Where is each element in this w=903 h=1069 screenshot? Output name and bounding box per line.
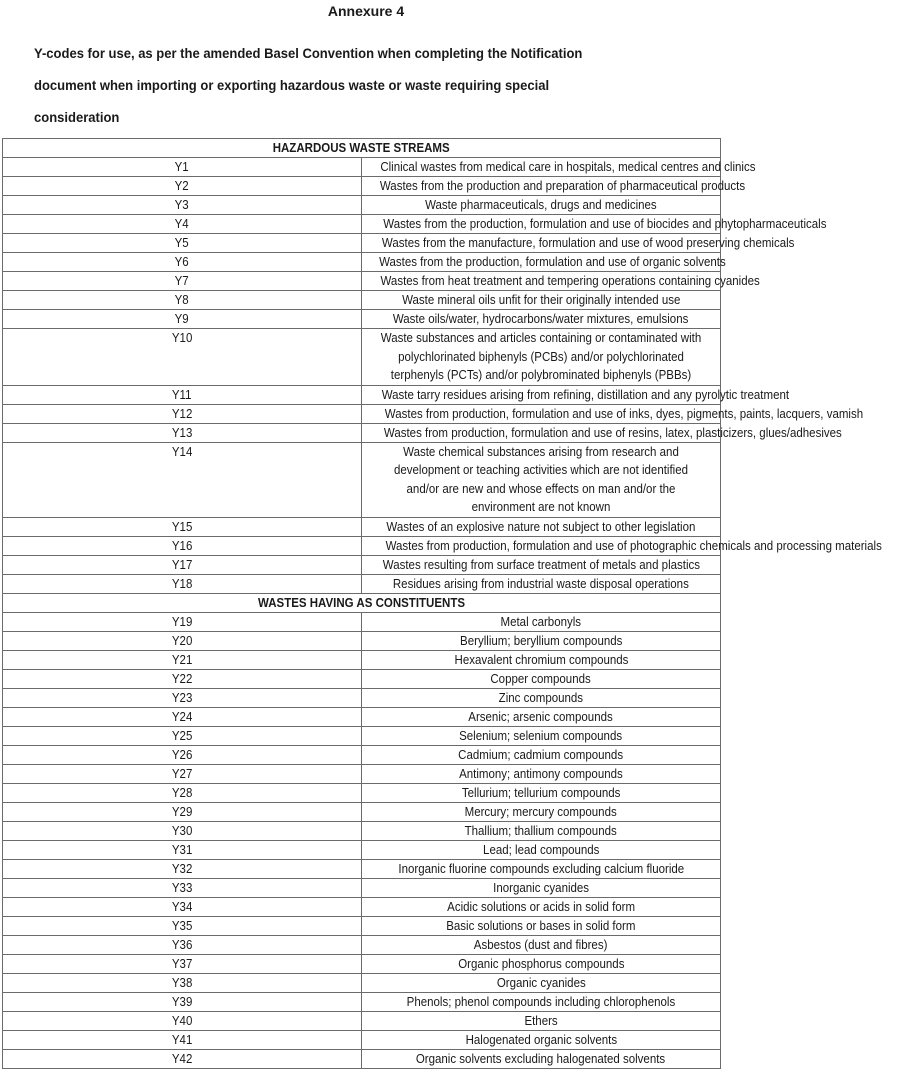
- table-row: [3, 726, 721, 745]
- waste-description-cell: [362, 442, 721, 517]
- y-code-cell: [3, 158, 362, 177]
- y-code-cell: [3, 688, 362, 707]
- waste-description: Clinical wastes from medical care in hospitals, medical centres and clinics: [380, 160, 756, 174]
- y-code: Y25: [171, 728, 193, 743]
- y-code-cell: [3, 536, 362, 555]
- waste-description: Wastes from the production, formulation and use of biocides and phytopharmaceuticals: [383, 217, 827, 231]
- y-code-cell: [3, 631, 362, 650]
- waste-description-cell: [362, 726, 721, 745]
- table-row: [3, 177, 721, 196]
- waste-description: Lead; lead compounds: [482, 842, 600, 857]
- section-heading-text: HAZARDOUS WASTE STREAMS: [273, 141, 450, 155]
- waste-description: Wastes from the manufacture, formulation and use of wood preserving chemicals: [381, 236, 795, 250]
- waste-description: Acidic solutions or acids in solid form: [447, 899, 635, 914]
- y-code: Y4: [174, 217, 190, 231]
- y-code-cell: [3, 442, 362, 517]
- waste-description-cell: [362, 404, 864, 423]
- y-code-cell: [3, 897, 362, 916]
- table-row: [3, 196, 721, 215]
- waste-description-cell: [362, 423, 842, 442]
- waste-description-cell: [362, 329, 721, 386]
- waste-description-cell: [362, 158, 756, 177]
- waste-description-cell: [362, 650, 721, 669]
- waste-description: Wastes of an explosive nature not subject to other legislation: [386, 519, 696, 534]
- table-row: [3, 1049, 721, 1068]
- waste-description-cell: [362, 973, 721, 992]
- y-code: Y24: [171, 709, 193, 724]
- waste-description: Thallium; thallium compounds: [464, 823, 618, 838]
- table-row: [3, 992, 721, 1011]
- waste-description: Cadmium; cadmium compounds: [458, 747, 624, 762]
- y-code-cell: [3, 385, 362, 404]
- table-row: [3, 536, 721, 555]
- y-code: Y30: [171, 823, 193, 838]
- table-row: [3, 631, 721, 650]
- waste-description: Metal carbonyls: [500, 614, 582, 629]
- y-code: Y18: [171, 576, 193, 591]
- table-row: [3, 1011, 721, 1030]
- waste-description: Wastes resulting from surface treatment of metals and plastics: [382, 557, 700, 572]
- waste-description: Phenols; phenol compounds including chlorophenols: [406, 994, 676, 1009]
- table-row: [3, 821, 721, 840]
- waste-description: Waste pharmaceuticals, drugs and medicines: [425, 198, 657, 212]
- y-code-cell: [3, 650, 362, 669]
- waste-description: Wastes from the production and preparation of pharmaceutical products: [379, 179, 746, 193]
- table-row: [3, 688, 721, 707]
- table-row: [3, 158, 721, 177]
- y-code-cell: [3, 764, 362, 783]
- waste-description: Wastes from production, formulation and use of resins, latex, plasticizers, glues/adhesives: [383, 425, 842, 440]
- y-code-cell: [3, 992, 362, 1011]
- table-row: [3, 310, 721, 329]
- y-code: Y32: [171, 861, 193, 876]
- y-code: Y41: [171, 1032, 193, 1047]
- y-code: Y17: [171, 557, 193, 572]
- table-row: [3, 650, 721, 669]
- table-row: [3, 954, 721, 973]
- y-code: Y20: [171, 633, 193, 648]
- waste-description: Arsenic; arsenic compounds: [468, 709, 614, 724]
- section-header-row: [3, 593, 721, 612]
- y-code: Y8: [174, 293, 190, 307]
- y-code: Y14: [171, 444, 193, 459]
- waste-description: Organic solvents excluding halogenated solvents: [416, 1051, 666, 1066]
- waste-description: Inorganic cyanides: [493, 880, 589, 895]
- waste-description-cell: [362, 897, 721, 916]
- table-row: [3, 291, 721, 310]
- y-code: Y34: [171, 899, 193, 914]
- waste-description-cell: [362, 802, 721, 821]
- y-code: Y12: [171, 406, 193, 421]
- table-row: [3, 1030, 721, 1049]
- y-code-cell: [3, 404, 362, 423]
- waste-description: Waste chemical substances arising from research and development or teaching activities which are not identified and/or are new and whose effects on man and/or the environment are not known: [393, 444, 689, 514]
- waste-description-cell: [362, 631, 721, 650]
- intro-line: consideration: [34, 109, 120, 125]
- table-row: [3, 669, 721, 688]
- waste-description-cell: [362, 291, 721, 310]
- waste-description-cell: [362, 707, 721, 726]
- waste-description-cell: [362, 878, 721, 897]
- y-code-cell: [3, 196, 362, 215]
- waste-description-cell: [362, 840, 721, 859]
- waste-description-cell: [362, 821, 721, 840]
- waste-description-cell: [362, 272, 760, 291]
- table-row: [3, 517, 721, 536]
- annexure-title: Annexure 4: [327, 3, 405, 19]
- section-heading-text: WASTES HAVING AS CONSTITUENTS: [257, 595, 465, 610]
- waste-description: Antimony; antimony compounds: [459, 766, 623, 781]
- table-row: [3, 897, 721, 916]
- y-code: Y21: [171, 652, 193, 667]
- y-code: Y36: [171, 937, 193, 952]
- waste-description-cell: [362, 935, 721, 954]
- y-code: Y23: [171, 690, 193, 705]
- table-row: [3, 612, 721, 631]
- table-row: [3, 385, 721, 404]
- waste-description: Organic phosphorus compounds: [457, 956, 625, 971]
- y-code-cell: [3, 745, 362, 764]
- waste-description: Wastes from heat treatment and tempering operations containing cyanides: [380, 274, 760, 288]
- waste-description-cell: [362, 517, 721, 536]
- waste-description-cell: [362, 745, 721, 764]
- table-row: [3, 253, 721, 272]
- waste-description: Residues arising from industrial waste disposal operations: [393, 576, 689, 591]
- intro-line: Y-codes for use, as per the amended Basel Convention when completing the Notification: [34, 45, 583, 61]
- y-code-cell: [3, 669, 362, 688]
- y-code: Y13: [171, 425, 193, 440]
- table-row: [3, 423, 721, 442]
- y-code: Y11: [172, 387, 192, 402]
- table-row: [3, 878, 721, 897]
- table-row: [3, 574, 721, 593]
- waste-description: Halogenated organic solvents: [465, 1032, 617, 1047]
- y-code-cell: [3, 1011, 362, 1030]
- y-code-cell: [3, 177, 362, 196]
- waste-description-cell: [362, 688, 721, 707]
- table-row: [3, 555, 721, 574]
- waste-description-cell: [362, 215, 827, 234]
- y-code: Y31: [171, 842, 193, 857]
- waste-description-cell: [362, 992, 721, 1011]
- y-code: Y40: [171, 1013, 193, 1028]
- y-code: Y28: [171, 785, 193, 800]
- waste-description: Selenium; selenium compounds: [459, 728, 623, 743]
- y-codes-table: [2, 138, 882, 1069]
- y-code-cell: [3, 310, 362, 329]
- y-code: Y15: [171, 519, 193, 534]
- y-code-cell: [3, 726, 362, 745]
- waste-description-cell: [362, 536, 882, 555]
- table-row: [3, 783, 721, 802]
- waste-description: Beryllium; beryllium compounds: [459, 633, 623, 648]
- y-code-cell: [3, 935, 362, 954]
- y-code-cell: [3, 215, 362, 234]
- y-code-cell: [3, 272, 362, 291]
- y-code-cell: [3, 783, 362, 802]
- y-code: Y9: [174, 312, 190, 326]
- y-code-cell: [3, 517, 362, 536]
- section-heading: [3, 593, 721, 612]
- waste-description: Waste substances and articles containing or contaminated with polychlorinated biphenyls (PCBs) and/or polychlorinated terphenyls (PCTs) and/or polybrominated biphenyls (PBBs): [380, 331, 702, 382]
- waste-description: Wastes from production, formulation and use of inks, dyes, pigments, paints, lacquers, vamish: [384, 406, 864, 421]
- intro-line: document when importing or exporting hazardous waste or waste requiring special: [34, 77, 550, 93]
- y-code-cell: [3, 555, 362, 574]
- waste-description-cell: [362, 555, 721, 574]
- y-code-cell: [3, 821, 362, 840]
- waste-description-cell: [362, 1049, 721, 1068]
- waste-description-cell: [362, 385, 790, 404]
- y-code-cell: [3, 329, 362, 386]
- waste-description: Tellurium; tellurium compounds: [461, 785, 621, 800]
- waste-description-cell: [362, 954, 721, 973]
- waste-description: Waste tarry residues arising from refining, distillation and any pyrolytic treatment: [381, 387, 790, 402]
- table-row: [3, 916, 721, 935]
- table-row: [3, 234, 721, 253]
- waste-description: Basic solutions or bases in solid form: [446, 918, 636, 933]
- y-code: Y29: [171, 804, 193, 819]
- table-row: [3, 745, 721, 764]
- y-code-cell: [3, 253, 362, 272]
- y-code-cell: [3, 802, 362, 821]
- section-heading: [3, 139, 721, 158]
- table-row: [3, 215, 721, 234]
- y-code-cell: [3, 291, 362, 310]
- waste-description: Mercury; mercury compounds: [464, 804, 618, 819]
- table-row: [3, 442, 721, 517]
- y-code: Y3: [174, 198, 190, 212]
- waste-description: Waste mineral oils unfit for their originally intended use: [401, 293, 681, 307]
- y-code-cell: [3, 916, 362, 935]
- waste-description: Asbestos (dust and fibres): [474, 937, 608, 952]
- table-row: [3, 707, 721, 726]
- waste-description-cell: [362, 612, 721, 631]
- waste-description: Hexavalent chromium compounds: [454, 652, 628, 667]
- y-code-cell: [3, 878, 362, 897]
- y-code: Y33: [171, 880, 193, 895]
- waste-description: Wastes from the production, formulation and use of organic solvents: [379, 255, 726, 269]
- waste-description-cell: [362, 253, 726, 272]
- y-code: Y16: [171, 538, 193, 553]
- intro-heading: [34, 37, 639, 133]
- y-code-cell: [3, 1030, 362, 1049]
- y-code: Y22: [171, 671, 193, 686]
- y-code-cell: [3, 234, 362, 253]
- table-row: [3, 329, 721, 386]
- y-code: Y38: [171, 975, 193, 990]
- table-row: [3, 935, 721, 954]
- y-code: Y39: [171, 994, 193, 1009]
- y-code: Y27: [171, 766, 193, 781]
- y-code-cell: [3, 840, 362, 859]
- waste-description-cell: [362, 1011, 721, 1030]
- waste-description-cell: [362, 310, 721, 329]
- y-code: Y7: [174, 274, 190, 288]
- table-row: [3, 973, 721, 992]
- y-code: Y2: [174, 179, 190, 193]
- table-row: [3, 404, 721, 423]
- waste-description-cell: [362, 177, 746, 196]
- y-code: Y19: [171, 614, 193, 629]
- waste-description: Copper compounds: [490, 671, 592, 686]
- waste-description: Zinc compounds: [498, 690, 584, 705]
- y-code-cell: [3, 859, 362, 878]
- y-code-cell: [3, 973, 362, 992]
- waste-description: Ethers: [524, 1013, 558, 1028]
- y-code: Y35: [171, 918, 193, 933]
- y-codes-table-body: [3, 139, 882, 1069]
- y-code: Y37: [171, 956, 193, 971]
- table-row: [3, 859, 721, 878]
- y-code: Y6: [174, 255, 190, 269]
- y-code: Y26: [171, 747, 193, 762]
- y-code: Y42: [171, 1051, 193, 1066]
- waste-description-cell: [362, 669, 721, 688]
- waste-description-cell: [362, 764, 721, 783]
- waste-description-cell: [362, 234, 795, 253]
- table-row: [3, 272, 721, 291]
- waste-description-cell: [362, 916, 721, 935]
- waste-description: Wastes from production, formulation and use of photographic chemicals and processing materials: [385, 538, 882, 553]
- section-header-row: [3, 139, 721, 158]
- y-code-cell: [3, 574, 362, 593]
- waste-description-cell: [362, 1030, 721, 1049]
- waste-description-cell: [362, 574, 721, 593]
- y-code: Y10: [171, 331, 193, 345]
- y-code: Y5: [174, 236, 190, 250]
- y-code-cell: [3, 423, 362, 442]
- y-code-cell: [3, 954, 362, 973]
- waste-description: Organic cyanides: [496, 975, 586, 990]
- table-row: [3, 802, 721, 821]
- table-row: [3, 840, 721, 859]
- waste-description-cell: [362, 783, 721, 802]
- y-code-cell: [3, 612, 362, 631]
- y-code-cell: [3, 707, 362, 726]
- y-code-cell: [3, 1049, 362, 1068]
- waste-description-cell: [362, 859, 721, 878]
- waste-description-cell: [362, 196, 721, 215]
- waste-description: Waste oils/water, hydrocarbons/water mixtures, emulsions: [393, 312, 689, 326]
- waste-description: Inorganic fluorine compounds excluding calcium fluoride: [398, 861, 684, 876]
- y-code: Y1: [174, 160, 190, 174]
- table-row: [3, 764, 721, 783]
